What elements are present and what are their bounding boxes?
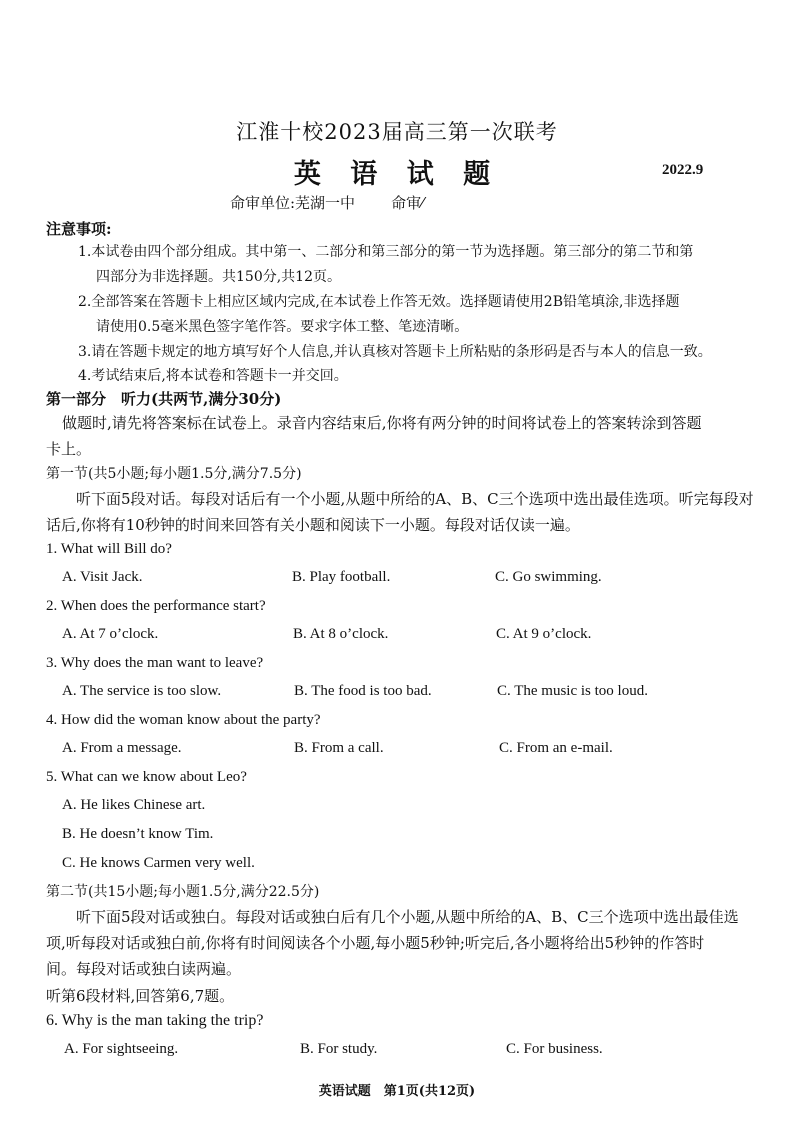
option-c: C. He knows Carmen very well. (62, 855, 255, 871)
question-stem: 3. Why does the man want to leave? (46, 655, 264, 671)
option-c: C. From an e-mail. (499, 740, 613, 756)
option-c: C. At 9 o’clock. (496, 626, 592, 642)
option-c: C. Go swimming. (495, 569, 602, 585)
section1-instruction: 话后,你将有10秒钟的时间来回答有关小题和阅读下一小题。每段对话仅读一遍。 (46, 516, 580, 534)
school-title: 江淮十校2023届高三第一次联考 (236, 120, 558, 144)
setter-unit: 命审单位:芜湖一中 (230, 194, 356, 212)
option-b: B. He doesn’t know Tim. (62, 826, 214, 842)
section2-title: 第二节(共15小题;每小题1.5分,满分22.5分) (46, 884, 320, 900)
option-a: A. At 7 o’clock. (62, 626, 159, 642)
option-a: A. Visit Jack. (62, 569, 143, 585)
note-item (78, 290, 758, 340)
option-a: A. The service is too slow. (62, 683, 222, 699)
note-line: 1.本试卷由四个部分组成。其中第一、二部分和第三部分的第一节为选择题。第三部分的第二节和第 (78, 244, 694, 260)
note-item (78, 364, 758, 389)
option-a: A. He likes Chinese art. (62, 797, 206, 813)
note-line: 3.请在答题卡规定的地方填写好个人信息,并认真核对答题卡上所粘贴的条形码是否与本人的信息一致。 (78, 344, 712, 360)
question-stem: 6. Why is the man taking the trip? (46, 1012, 264, 1029)
option-b: B. For study. (300, 1041, 378, 1057)
option-c: C. The music is too loud. (497, 683, 648, 699)
section2-instruction: 间。每段对话或独白读两遍。 (46, 960, 242, 978)
note-item (78, 340, 758, 365)
material-note: 听第6段材料,回答第6,7题。 (46, 987, 235, 1005)
option-c: C. For business. (506, 1041, 603, 1057)
setter-person: 命审⁄ (391, 194, 424, 212)
option-b: B. The food is too bad. (294, 683, 432, 699)
question-stem: 4. How did the woman know about the party? (46, 712, 321, 728)
note-line: 2.全部答案在答题卡上相应区域内完成,在本试卷上作答无效。选择题请使用2B铅笔填涂,非选择题 (78, 294, 680, 310)
page-footer: 英语试题 第1页(共12页) (318, 1084, 476, 1099)
exam-date: 2022.9 (662, 162, 704, 178)
option-b: B. Play football. (292, 569, 391, 585)
question-stem: 1. What will Bill do? (46, 541, 172, 557)
option-b: B. From a call. (294, 740, 384, 756)
note-line: 请使用0.5毫米黑色签字笔作答。要求字体工整、笔迹清晰。 (96, 319, 469, 335)
option-a: A. For sightseeing. (64, 1041, 179, 1057)
part1-intro-line: 卡上。 (46, 440, 92, 458)
subject-title: 英 语 试 题 (293, 159, 501, 190)
part1-intro-line: 做题时,请先将答案标在试卷上。录音内容结束后,你将有两分钟的时间将试卷上的答案转涂到答题 (62, 414, 702, 432)
option-a: A. From a message. (62, 740, 182, 756)
note-item (78, 240, 758, 290)
notes-heading: 注意事项: (46, 220, 112, 238)
note-line: 4.考试结束后,将本试卷和答题卡一并交回。 (78, 368, 348, 384)
note-line: 四部分为非选择题。共150分,共12页。 (96, 269, 341, 285)
section1-instruction: 听下面5段对话。每段对话后有一个小题,从题中所给的A、B、C三个选项中选出最佳选项。听完每段对 (76, 490, 754, 508)
option-b: B. At 8 o’clock. (293, 626, 389, 642)
section1-title: 第一节(共5小题;每小题1.5分,满分7.5分) (46, 466, 302, 482)
part1-title: 第一部分 听力(共两节,满分30分) (46, 390, 282, 408)
setter-line (230, 192, 424, 213)
question-stem: 5. What can we know about Leo? (46, 769, 247, 785)
section2-instruction: 听下面5段对话或独白。每段对话或独白后有几个小题,从题中所给的A、B、C三个选项中选出最佳选 (76, 908, 739, 926)
section2-instruction: 项,听每段对话或独白前,你将有时间阅读各个小题,每小题5秒钟;听完后,各小题将给出5秒钟的作答时 (46, 934, 705, 952)
question-stem: 2. When does the performance start? (46, 598, 266, 614)
